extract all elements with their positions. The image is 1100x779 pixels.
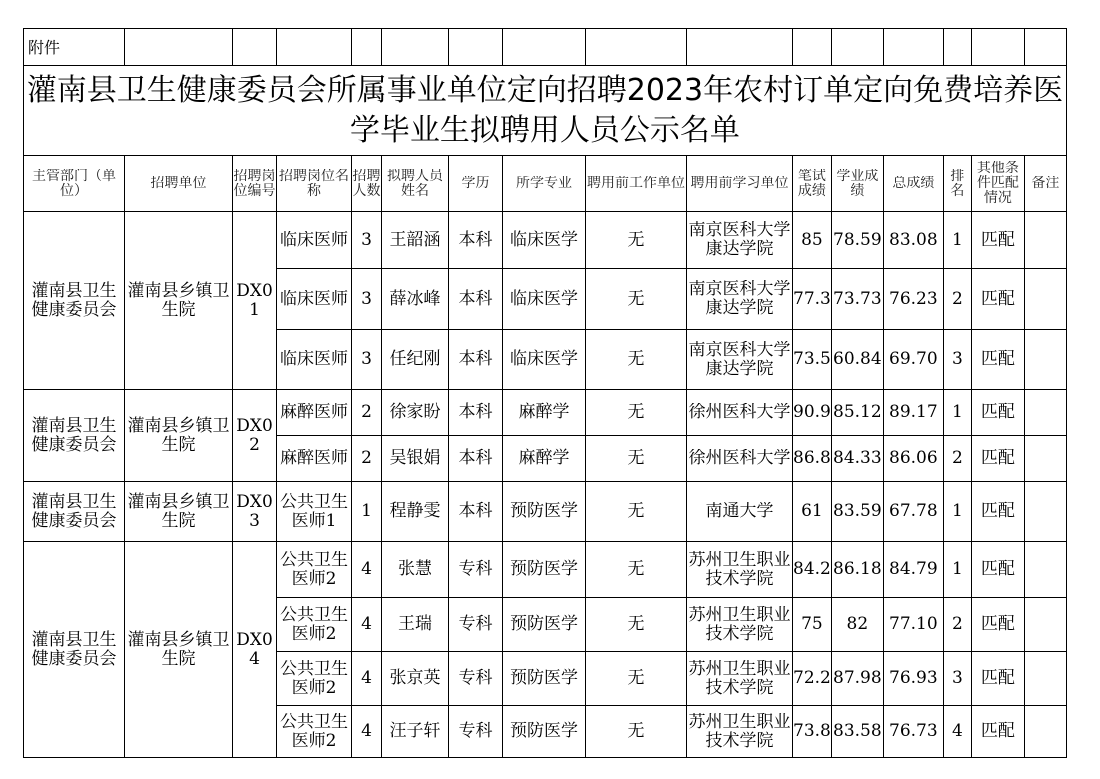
academic-cell: 78.59 [831, 212, 883, 269]
quota-cell: 3 [352, 330, 382, 390]
written-cell: 84.2 [793, 542, 832, 598]
name-cell: 吴银娟 [382, 436, 449, 482]
table-row [24, 542, 1067, 598]
edu-cell: 专科 [449, 706, 503, 758]
table-row [24, 212, 1067, 269]
academic-cell: 84.33 [831, 436, 883, 482]
name-cell: 薛冰峰 [382, 269, 449, 330]
dept-cell: 灌南县卫生健康委员会 [24, 542, 125, 758]
header-edu: 学历 [449, 156, 503, 212]
academic-cell: 83.58 [831, 706, 883, 758]
match-cell: 匹配 [971, 652, 1024, 706]
remark-cell [1024, 598, 1066, 652]
prev-work-cell: 无 [586, 652, 687, 706]
name-cell: 张慧 [382, 542, 449, 598]
academic-cell: 85.12 [831, 390, 883, 436]
header-academic: 学业成绩 [831, 156, 883, 212]
unit-cell: 灌南县乡镇卫生院 [125, 542, 233, 758]
post-code-cell: DX02 [233, 390, 277, 482]
quota-cell: 1 [352, 482, 382, 542]
header-prev-school: 聘用前学习单位 [687, 156, 793, 212]
unit-cell: 灌南县乡镇卫生院 [125, 212, 233, 390]
post-name-cell: 公共卫生医师2 [277, 652, 352, 706]
title-row [24, 66, 1067, 156]
major-cell: 预防医学 [503, 598, 586, 652]
edu-cell: 本科 [449, 390, 503, 436]
name-cell: 王瑞 [382, 598, 449, 652]
annex-label: 附件 [24, 29, 125, 66]
rank-cell: 1 [943, 212, 971, 269]
quota-cell: 4 [352, 542, 382, 598]
post-code-cell: DX04 [233, 542, 277, 758]
rank-cell: 4 [943, 706, 971, 758]
rank-cell: 2 [943, 269, 971, 330]
name-cell: 徐家盼 [382, 390, 449, 436]
match-cell: 匹配 [971, 436, 1024, 482]
edu-cell: 专科 [449, 542, 503, 598]
unit-cell: 灌南县乡镇卫生院 [125, 482, 233, 542]
header-prev-work: 聘用前工作单位 [586, 156, 687, 212]
written-cell: 86.8 [793, 436, 832, 482]
prev-work-cell: 无 [586, 482, 687, 542]
edu-cell: 本科 [449, 436, 503, 482]
edu-cell: 本科 [449, 269, 503, 330]
quota-cell: 3 [352, 269, 382, 330]
academic-cell: 82 [831, 598, 883, 652]
written-cell: 75 [793, 598, 832, 652]
header-post-name: 招聘岗位名称 [277, 156, 352, 212]
edu-cell: 本科 [449, 482, 503, 542]
post-name-cell: 麻醉医师 [277, 390, 352, 436]
written-cell: 90.9 [793, 390, 832, 436]
major-cell: 麻醉学 [503, 390, 586, 436]
table-row [24, 482, 1067, 542]
academic-cell: 86.18 [831, 542, 883, 598]
major-cell: 预防医学 [503, 652, 586, 706]
school-cell: 南京医科大学康达学院 [687, 330, 793, 390]
header-dept: 主管部门（单位） [24, 156, 125, 212]
match-cell: 匹配 [971, 598, 1024, 652]
total-cell: 77.10 [883, 598, 943, 652]
table-row [24, 390, 1067, 436]
rank-cell: 1 [943, 390, 971, 436]
post-name-cell: 公共卫生医师2 [277, 542, 352, 598]
major-cell: 临床医学 [503, 212, 586, 269]
header-other: 其他条件匹配情况 [971, 156, 1024, 212]
major-cell: 临床医学 [503, 330, 586, 390]
school-cell: 苏州卫生职业技术学院 [687, 542, 793, 598]
candidate-table [23, 28, 1067, 758]
total-cell: 83.08 [883, 212, 943, 269]
written-cell: 73.5 [793, 330, 832, 390]
match-cell: 匹配 [971, 706, 1024, 758]
total-cell: 76.73 [883, 706, 943, 758]
major-cell: 预防医学 [503, 542, 586, 598]
school-cell: 南京医科大学康达学院 [687, 212, 793, 269]
post-name-cell: 临床医师 [277, 330, 352, 390]
school-cell: 苏州卫生职业技术学院 [687, 652, 793, 706]
prev-work-cell: 无 [586, 390, 687, 436]
header-quota: 招聘人数 [352, 156, 382, 212]
header-written: 笔试成绩 [793, 156, 832, 212]
written-cell: 77.3 [793, 269, 832, 330]
name-cell: 任纪刚 [382, 330, 449, 390]
total-cell: 86.06 [883, 436, 943, 482]
total-cell: 84.79 [883, 542, 943, 598]
rank-cell: 1 [943, 542, 971, 598]
name-cell: 张京英 [382, 652, 449, 706]
remark-cell [1024, 482, 1066, 542]
rank-cell: 2 [943, 436, 971, 482]
rank-cell: 2 [943, 598, 971, 652]
header-row [24, 156, 1067, 212]
prev-work-cell: 无 [586, 269, 687, 330]
post-name-cell: 临床医师 [277, 269, 352, 330]
annex-row [24, 29, 1067, 66]
remark-cell [1024, 269, 1066, 330]
school-cell: 徐州医科大学 [687, 390, 793, 436]
prev-work-cell: 无 [586, 598, 687, 652]
match-cell: 匹配 [971, 269, 1024, 330]
name-cell: 汪子轩 [382, 706, 449, 758]
match-cell: 匹配 [971, 330, 1024, 390]
total-cell: 76.23 [883, 269, 943, 330]
dept-cell: 灌南县卫生健康委员会 [24, 390, 125, 482]
prev-work-cell: 无 [586, 436, 687, 482]
quota-cell: 3 [352, 212, 382, 269]
remark-cell [1024, 212, 1066, 269]
match-cell: 匹配 [971, 482, 1024, 542]
quota-cell: 4 [352, 706, 382, 758]
academic-cell: 87.98 [831, 652, 883, 706]
major-cell: 临床医学 [503, 269, 586, 330]
post-name-cell: 公共卫生医师2 [277, 598, 352, 652]
quota-cell: 2 [352, 436, 382, 482]
rank-cell: 1 [943, 482, 971, 542]
major-cell: 预防医学 [503, 706, 586, 758]
edu-cell: 本科 [449, 212, 503, 269]
school-cell: 南通大学 [687, 482, 793, 542]
total-cell: 76.93 [883, 652, 943, 706]
total-cell: 69.70 [883, 330, 943, 390]
edu-cell: 本科 [449, 330, 503, 390]
prev-work-cell: 无 [586, 330, 687, 390]
header-remark: 备注 [1024, 156, 1066, 212]
school-cell: 南京医科大学康达学院 [687, 269, 793, 330]
post-code-cell: DX01 [233, 212, 277, 390]
total-cell: 89.17 [883, 390, 943, 436]
school-cell: 苏州卫生职业技术学院 [687, 598, 793, 652]
post-name-cell: 公共卫生医师2 [277, 706, 352, 758]
post-code-cell: DX03 [233, 482, 277, 542]
written-cell: 61 [793, 482, 832, 542]
remark-cell [1024, 542, 1066, 598]
school-cell: 徐州医科大学 [687, 436, 793, 482]
match-cell: 匹配 [971, 390, 1024, 436]
header-post-code: 招聘岗位编号 [233, 156, 277, 212]
match-cell: 匹配 [971, 542, 1024, 598]
written-cell: 73.8 [793, 706, 832, 758]
rank-cell: 3 [943, 652, 971, 706]
quota-cell: 2 [352, 390, 382, 436]
remark-cell [1024, 652, 1066, 706]
header-major: 所学专业 [503, 156, 586, 212]
prev-work-cell: 无 [586, 542, 687, 598]
header-name: 拟聘人员姓名 [382, 156, 449, 212]
school-cell: 苏州卫生职业技术学院 [687, 706, 793, 758]
written-cell: 72.2 [793, 652, 832, 706]
post-name-cell: 临床医师 [277, 212, 352, 269]
post-name-cell: 麻醉医师 [277, 436, 352, 482]
prev-work-cell: 无 [586, 212, 687, 269]
unit-cell: 灌南县乡镇卫生院 [125, 390, 233, 482]
name-cell: 王韶涵 [382, 212, 449, 269]
quota-cell: 4 [352, 598, 382, 652]
dept-cell: 灌南县卫生健康委员会 [24, 212, 125, 390]
remark-cell [1024, 436, 1066, 482]
academic-cell: 83.59 [831, 482, 883, 542]
header-total: 总成绩 [883, 156, 943, 212]
match-cell: 匹配 [971, 212, 1024, 269]
academic-cell: 60.84 [831, 330, 883, 390]
edu-cell: 专科 [449, 652, 503, 706]
dept-cell: 灌南县卫生健康委员会 [24, 482, 125, 542]
rank-cell: 3 [943, 330, 971, 390]
major-cell: 预防医学 [503, 482, 586, 542]
academic-cell: 73.73 [831, 269, 883, 330]
name-cell: 程静雯 [382, 482, 449, 542]
prev-work-cell: 无 [586, 706, 687, 758]
page-title: 灌南县卫生健康委员会所属事业单位定向招聘2023年农村订单定向免费培养医学毕业生拟聘用人员公示名单 [24, 66, 1067, 156]
quota-cell: 4 [352, 652, 382, 706]
header-unit: 招聘单位 [125, 156, 233, 212]
written-cell: 85 [793, 212, 832, 269]
edu-cell: 专科 [449, 598, 503, 652]
header-rank: 排名 [943, 156, 971, 212]
post-name-cell: 公共卫生医师1 [277, 482, 352, 542]
remark-cell [1024, 706, 1066, 758]
remark-cell [1024, 330, 1066, 390]
remark-cell [1024, 390, 1066, 436]
major-cell: 麻醉学 [503, 436, 586, 482]
total-cell: 67.78 [883, 482, 943, 542]
